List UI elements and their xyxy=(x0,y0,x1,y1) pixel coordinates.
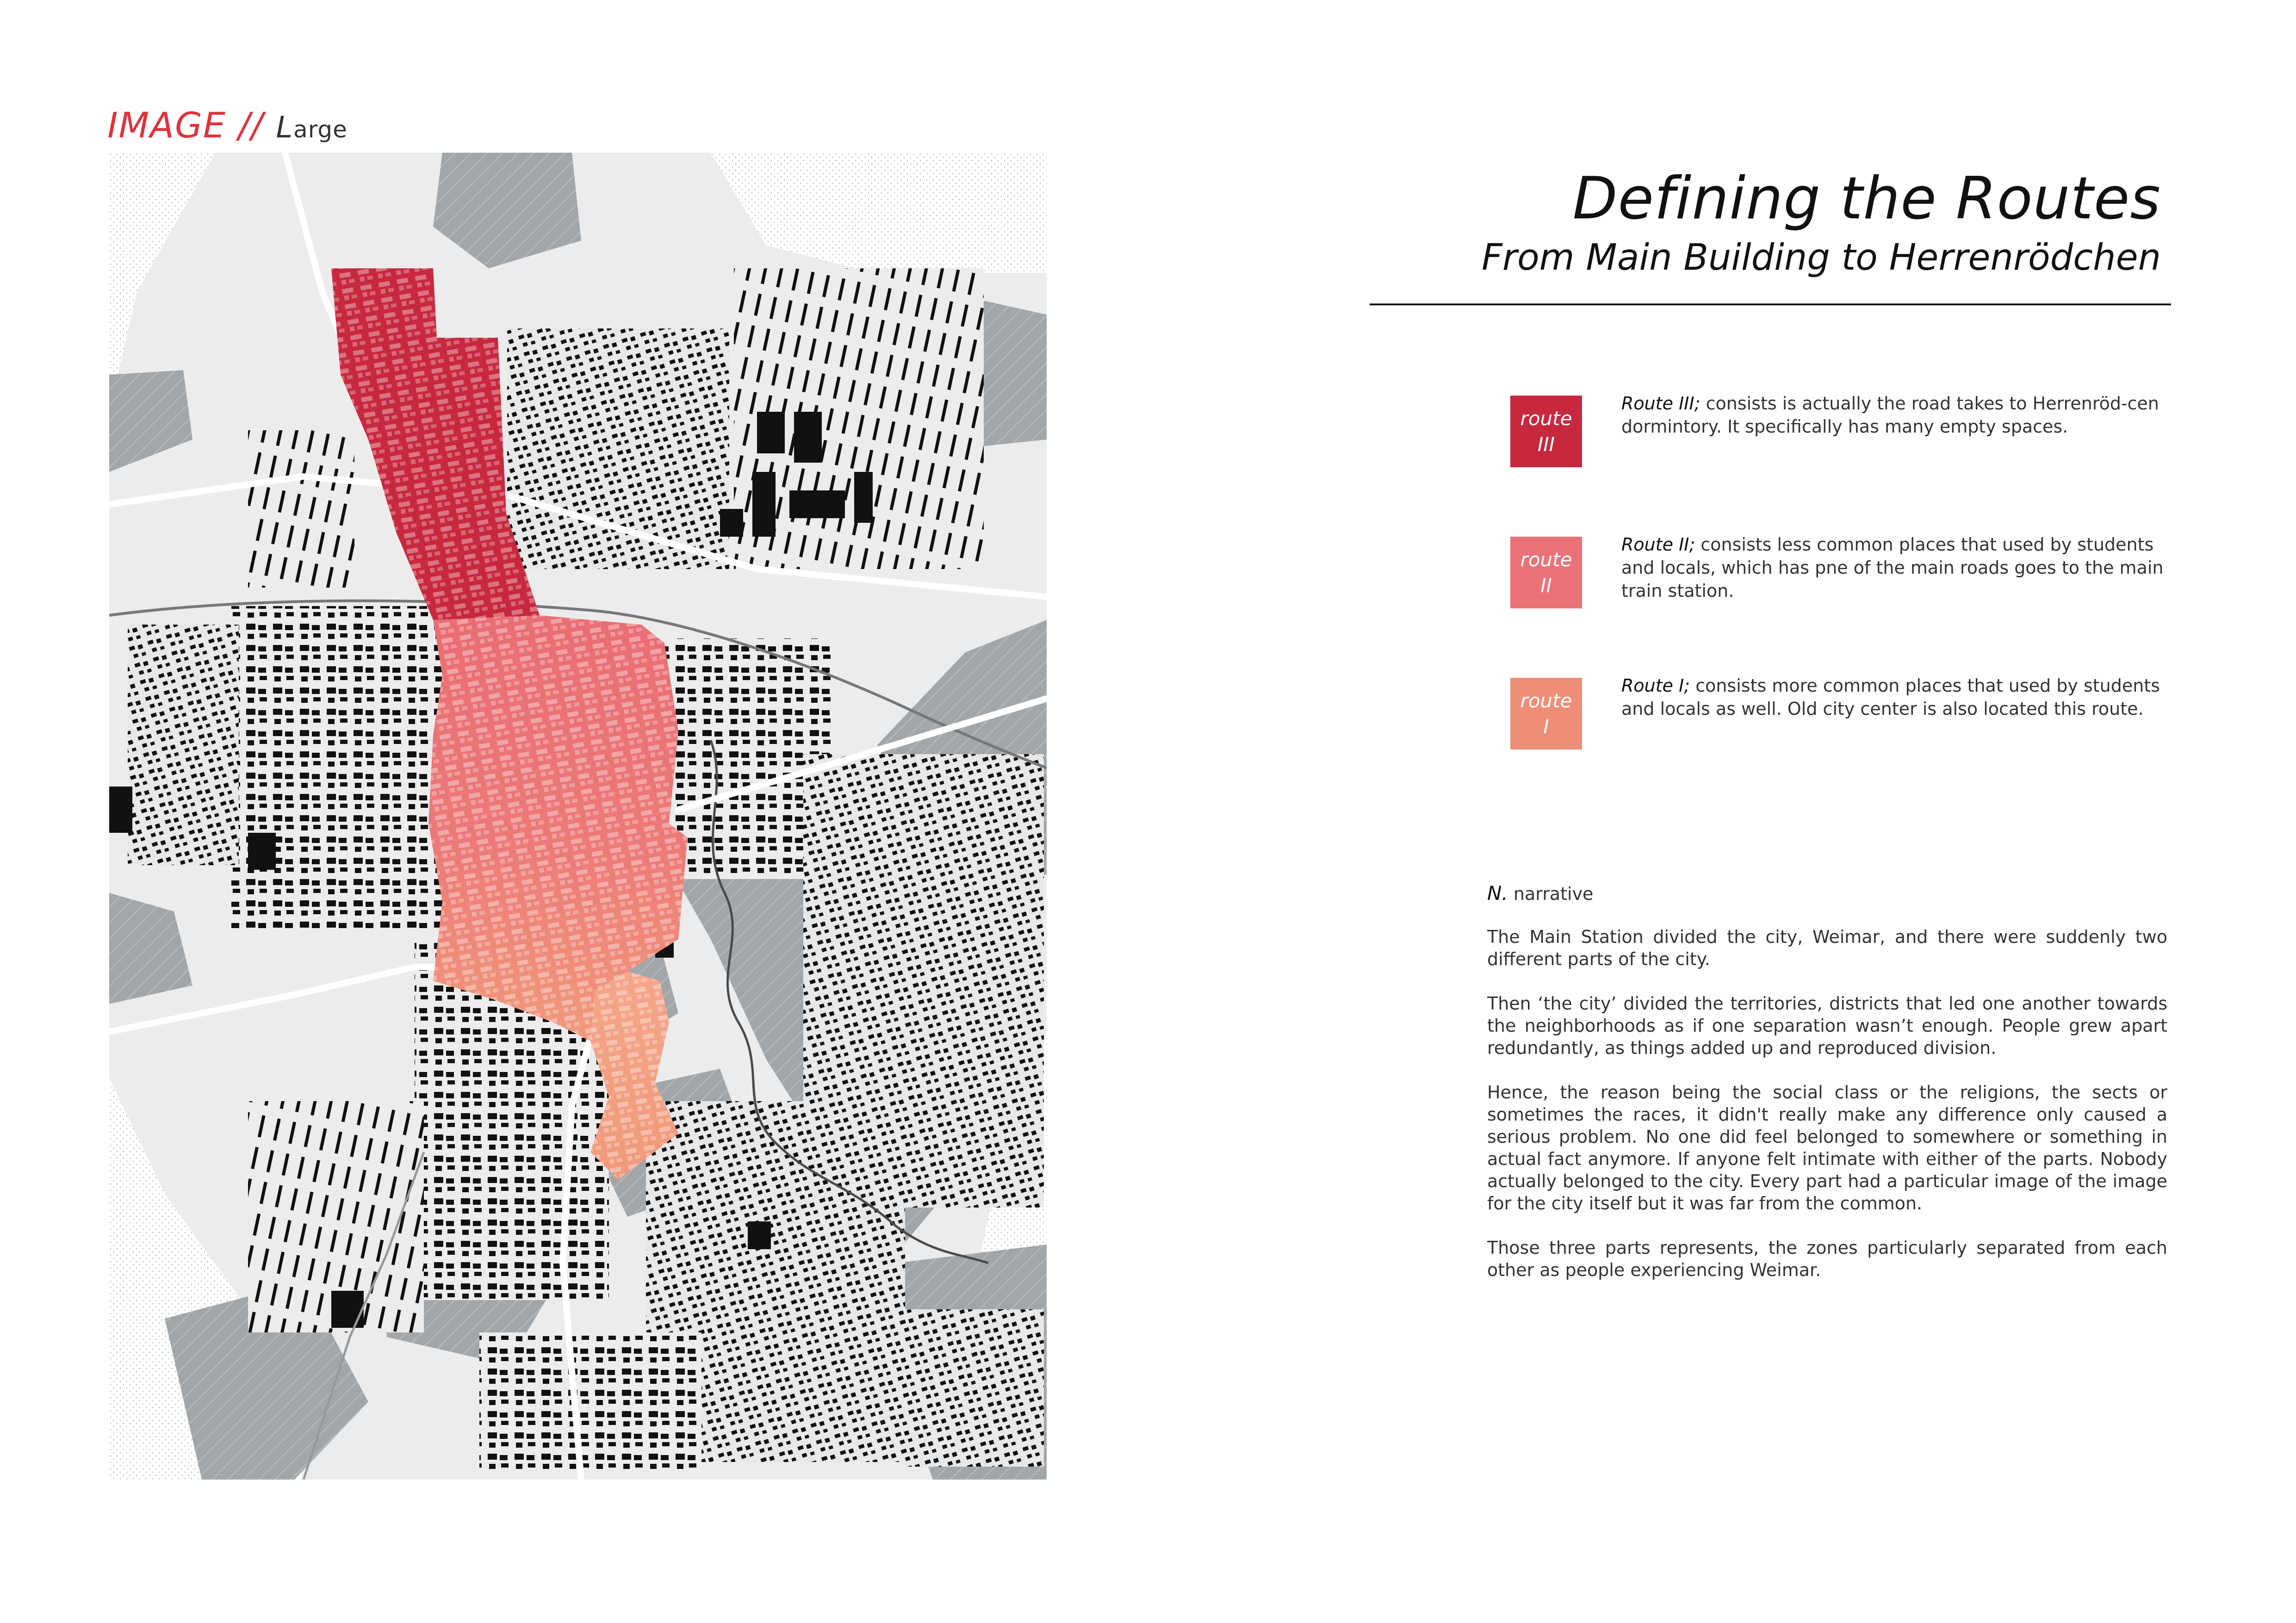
swatch-number: I xyxy=(1543,715,1549,738)
legend-route-iii xyxy=(1510,393,2167,470)
district-south-corner xyxy=(905,1309,1044,1467)
narrative-section xyxy=(1487,882,2167,1303)
legend-description xyxy=(1621,392,2167,438)
narrative-word: narrative xyxy=(1513,884,1594,904)
swatch-number: II xyxy=(1540,574,1552,597)
legend-description xyxy=(1621,674,2167,720)
narrative-letter: N. xyxy=(1487,882,1508,904)
legend-lead: Route II; xyxy=(1621,534,1695,555)
swatch-label: route xyxy=(1520,689,1572,712)
route-ii-swatch xyxy=(1510,537,1582,608)
route-iii-swatch xyxy=(1510,396,1582,467)
page-title: Defining the Routes xyxy=(1572,164,2161,232)
district-north xyxy=(507,328,729,569)
legend-body: consists more common places that used by students and locals as well. Old city center is also located this route. xyxy=(1621,675,2160,719)
legend-lead: Route I; xyxy=(1621,675,1690,696)
image-size-label xyxy=(107,105,348,146)
image-label: IMAGE // xyxy=(107,105,264,146)
legend-lead: Route III; xyxy=(1621,393,1700,414)
swatch-label: route xyxy=(1520,548,1572,571)
size-initial: L xyxy=(276,111,294,145)
narrative-paragraph: The Main Station divided the city, Weimar, and there were suddenly two different parts of the city. xyxy=(1487,927,2167,969)
district-far-south xyxy=(479,1332,701,1471)
weimar-route-map xyxy=(109,153,1047,1480)
narrative-paragraph: Then ‘the city’ divided the territories, districts that led one another towards the neighborhoods as if one separation wasn’t enough. People grew apart redundantly, as things added up and reproduced division. xyxy=(1487,993,2167,1058)
district-far-west xyxy=(128,625,239,865)
size-label: arge xyxy=(293,116,348,143)
legend-route-i xyxy=(1510,675,2167,752)
legend-body: consists less common places that used by students and locals, which has pne of the main roads goes to the main train station. xyxy=(1621,534,2164,601)
page-subtitle: From Main Building to Herrenrödchen xyxy=(1482,237,2161,279)
legend-route-ii xyxy=(1510,534,2167,611)
legend-body: consists is actually the road takes to Herrenröd-cen dormintory. It specifically has many empty spaces. xyxy=(1621,393,2159,437)
swatch-label: route xyxy=(1520,407,1572,430)
narrative-heading xyxy=(1487,882,2167,904)
narrative-paragraph: Those three parts represents, the zones particularly separated from each other as people experiencing Weimar. xyxy=(1487,1238,2167,1280)
swatch-number: III xyxy=(1537,433,1555,456)
title-divider xyxy=(1370,304,2171,305)
narrative-paragraph: Hence, the reason being the social class or the religions, the sects or sometimes the races, it didn't really make any difference only caused a serious problem. No one did feel belonged to somewhere or something in actual fact anymore. If anyone felt intimate with either of the parts. Nobody actually belonged to the city. Every part had a particular image of the image for the city itself but it was far from the common. xyxy=(1487,1082,2167,1214)
legend-description xyxy=(1621,533,2167,602)
district-north-west xyxy=(248,430,354,588)
route-i-swatch xyxy=(1510,678,1582,750)
